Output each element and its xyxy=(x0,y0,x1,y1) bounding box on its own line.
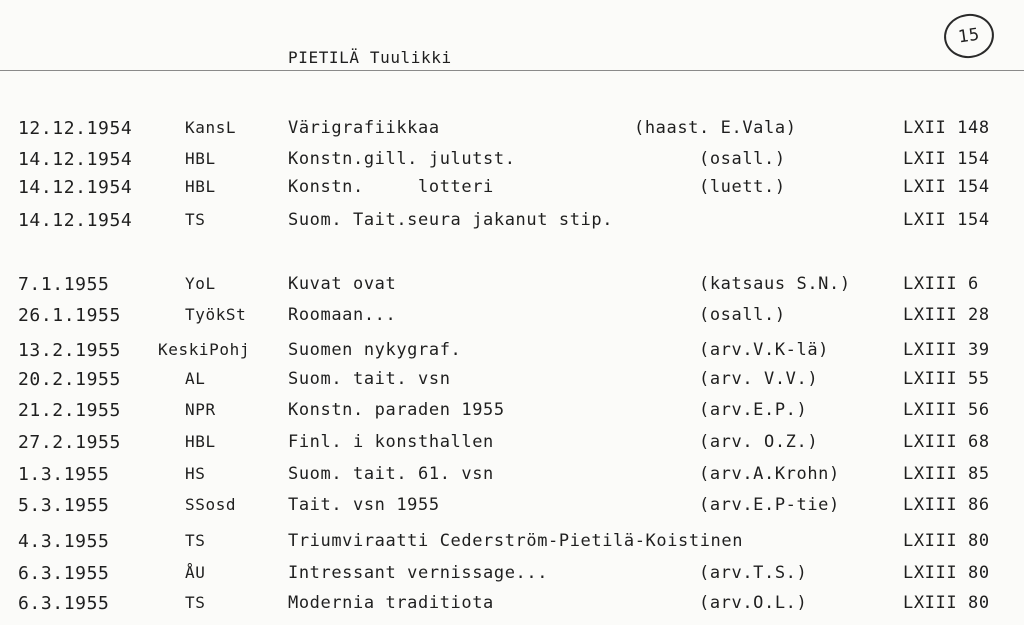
entry-source: TS xyxy=(185,210,206,229)
entry-date: 14.12.1954 xyxy=(18,177,133,198)
entry-ref: LXIII 68 xyxy=(903,432,990,452)
entry-source: SSosd xyxy=(185,495,237,514)
entry-title: Konstn. lotteri xyxy=(288,177,494,197)
entry-date: 1.3.1955 xyxy=(18,464,110,485)
entry-date: 5.3.1955 xyxy=(18,495,110,516)
entry-title: Värigrafiikkaa xyxy=(288,118,440,138)
entry-note: (katsaus S.N.) xyxy=(699,274,851,294)
entry-ref: LXIII 80 xyxy=(903,531,990,551)
entry-source: HBL xyxy=(185,149,216,168)
entry-date: 27.2.1955 xyxy=(18,432,121,453)
page-number-circle xyxy=(941,11,997,62)
entry-title: Modernia traditiota xyxy=(288,593,494,613)
entry-note: (arv.T.S.) xyxy=(699,563,808,583)
entry-date: 26.1.1955 xyxy=(18,305,121,326)
entry-row xyxy=(0,274,1024,298)
entry-title: Suom. Tait.seura jakanut stip. xyxy=(288,210,614,230)
entry-date: 21.2.1955 xyxy=(18,400,121,421)
entry-ref: LXIII 55 xyxy=(903,369,990,389)
entry-note: (arv.O.L.) xyxy=(699,593,808,613)
entry-ref: LXII 154 xyxy=(903,210,990,230)
entry-title: Kuvat ovat xyxy=(288,274,397,294)
entry-row xyxy=(0,563,1024,587)
entry-ref: LXII 154 xyxy=(903,149,990,169)
entry-row xyxy=(0,369,1024,393)
entry-ref: LXIII 85 xyxy=(903,464,990,484)
entry-note: (arv.A.Krohn) xyxy=(699,464,840,484)
entry-note: (osall.) xyxy=(699,149,786,169)
entry-title: Suomen nykygraf. xyxy=(288,340,462,360)
entry-ref: LXIII 56 xyxy=(903,400,990,420)
entry-ref: LXIII 80 xyxy=(903,563,990,583)
entry-ref: LXIII 86 xyxy=(903,495,990,515)
entry-title: Suom. tait. 61. vsn xyxy=(288,464,494,484)
entry-source: KansL xyxy=(185,118,237,137)
entry-note: (osall.) xyxy=(699,305,786,325)
entry-date: 20.2.1955 xyxy=(18,369,121,390)
entry-ref: LXII 154 xyxy=(903,177,990,197)
entry-date: 6.3.1955 xyxy=(18,593,110,614)
entry-row xyxy=(0,305,1024,329)
entry-row xyxy=(0,177,1024,201)
entry-title: Konstn. paraden 1955 xyxy=(288,400,505,420)
entry-source: NPR xyxy=(185,400,216,419)
entry-row xyxy=(0,432,1024,456)
entry-date: 7.1.1955 xyxy=(18,274,110,295)
entry-date: 13.2.1955 xyxy=(18,340,121,361)
entry-note: (arv.E.P-tie) xyxy=(699,495,840,515)
entry-date: 6.3.1955 xyxy=(18,563,110,584)
entry-title: Triumviraatti Cederström-Pietilä-Koistinen xyxy=(288,531,744,551)
entry-row xyxy=(0,149,1024,173)
entry-title: Roomaan... xyxy=(288,305,397,325)
entry-source: TS xyxy=(185,593,206,612)
entry-source: ÅU xyxy=(185,563,206,582)
entry-row xyxy=(0,495,1024,519)
entry-row xyxy=(0,464,1024,488)
entry-source: HBL xyxy=(185,432,216,451)
entry-date: 14.12.1954 xyxy=(18,210,133,231)
entry-ref: LXIII 80 xyxy=(903,593,990,613)
entry-date: 14.12.1954 xyxy=(18,149,133,170)
entry-ref: LXIII 39 xyxy=(903,340,990,360)
page-number: 15 xyxy=(956,24,982,48)
person-name-heading: PIETILÄ Tuulikki xyxy=(288,48,452,67)
entry-ref: LXIII 6 xyxy=(903,274,979,294)
entry-note: (luett.) xyxy=(699,177,786,197)
entry-note: (arv. O.Z.) xyxy=(699,432,819,452)
entry-note: (arv.V.K-lä) xyxy=(699,340,830,360)
entry-date: 12.12.1954 xyxy=(18,118,133,139)
entry-source: TyökSt xyxy=(185,305,247,324)
entry-row xyxy=(0,118,1024,142)
entry-row xyxy=(0,400,1024,424)
entry-note: (haast. E.Vala) xyxy=(634,118,797,138)
entry-title: Tait. vsn 1955 xyxy=(288,495,440,515)
entry-note: (arv. V.V.) xyxy=(699,369,819,389)
entry-title: Suom. tait. vsn xyxy=(288,369,451,389)
entry-date: 4.3.1955 xyxy=(18,531,110,552)
entry-note: (arv.E.P.) xyxy=(699,400,808,420)
entry-ref: LXIII 28 xyxy=(903,305,990,325)
entry-title: Konstn.gill. julutst. xyxy=(288,149,516,169)
entry-row xyxy=(0,593,1024,617)
entry-row xyxy=(0,340,1024,364)
entry-source: KeskiPohj xyxy=(158,340,251,359)
entry-ref: LXII 148 xyxy=(903,118,990,138)
entry-source: YoL xyxy=(185,274,216,293)
entry-title: Finl. i konsthallen xyxy=(288,432,494,452)
header-rule xyxy=(0,70,1024,71)
entry-source: TS xyxy=(185,531,206,550)
entry-row xyxy=(0,531,1024,555)
entry-source: AL xyxy=(185,369,206,388)
entry-title: Intressant vernissage... xyxy=(288,563,549,583)
entry-source: HBL xyxy=(185,177,216,196)
entry-row xyxy=(0,210,1024,234)
entry-source: HS xyxy=(185,464,206,483)
